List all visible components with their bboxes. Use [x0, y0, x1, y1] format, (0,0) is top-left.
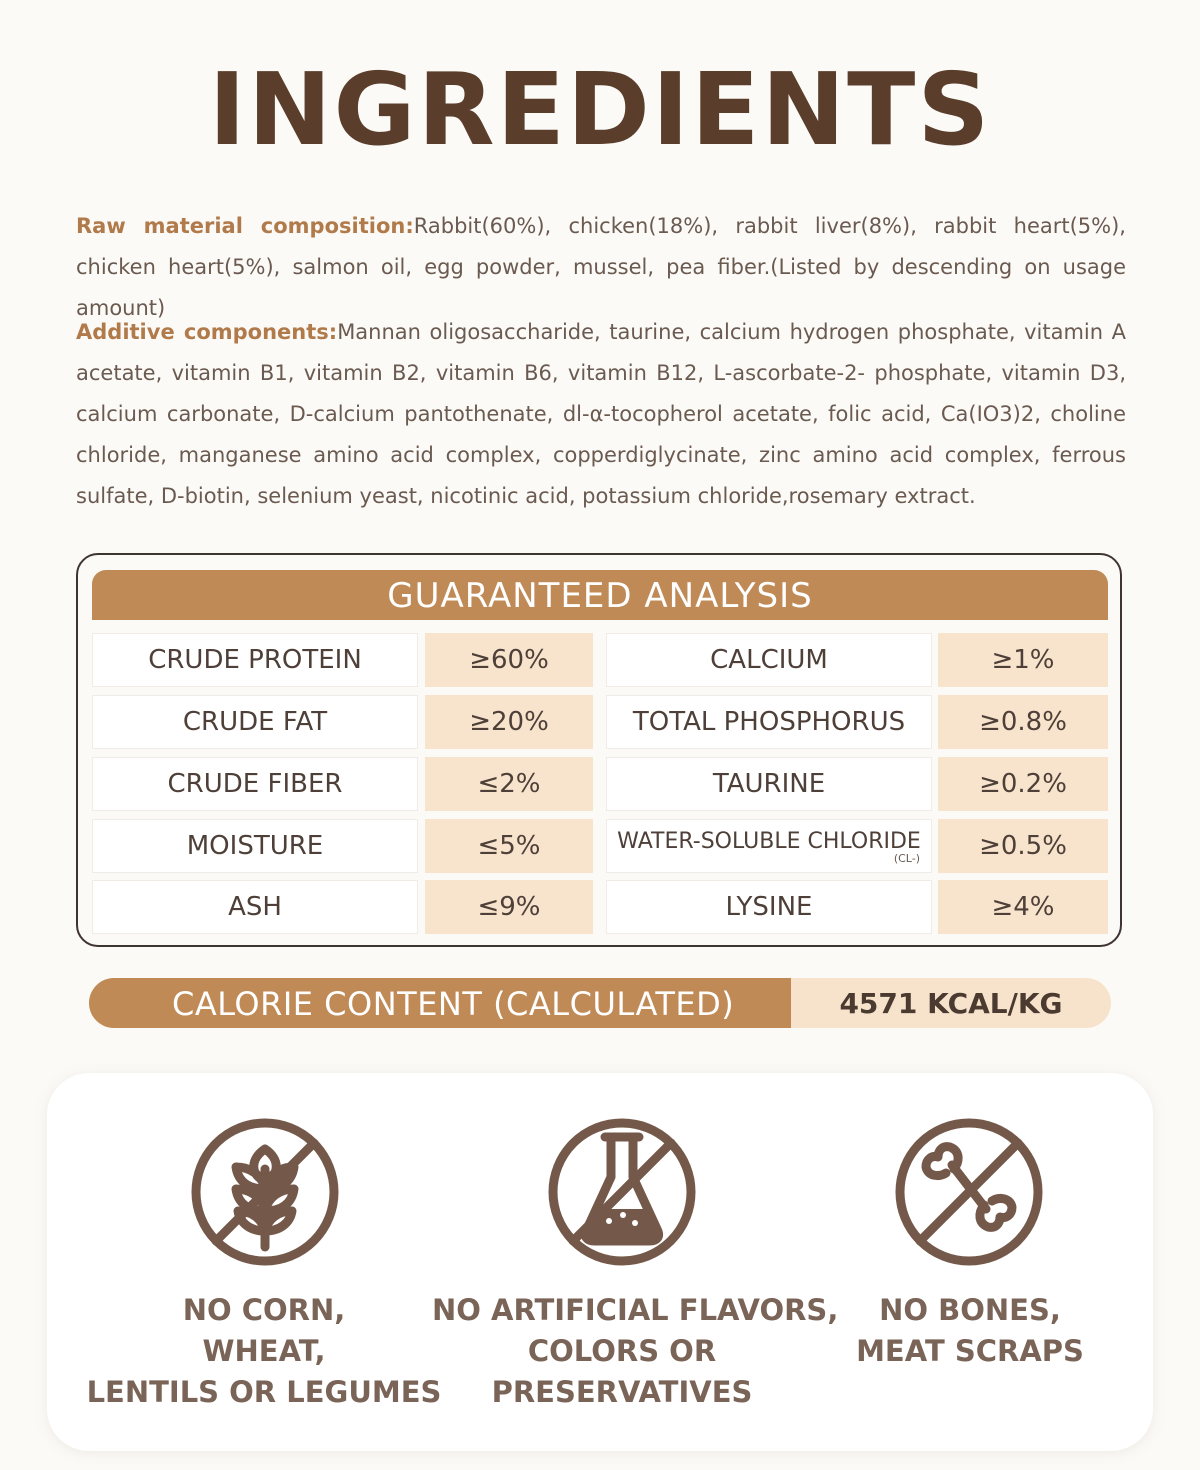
analysis-value: ≥1% — [938, 633, 1108, 687]
analysis-value: ≥0.2% — [938, 757, 1108, 811]
no-bone-icon — [894, 1117, 1044, 1267]
page-title: INGREDIENTS — [208, 51, 992, 168]
feature-line: WHEAT, — [202, 1334, 326, 1368]
analysis-value: ≥0.5% — [938, 819, 1108, 873]
feature-line: NO ARTIFICIAL FLAVORS, — [432, 1293, 839, 1327]
analysis-value: ≤2% — [425, 757, 593, 811]
analysis-row — [92, 757, 1108, 811]
analysis-name: TAURINE — [606, 757, 932, 811]
analysis-name-text: WATER-SOLUBLE CHLORIDE — [617, 829, 921, 854]
analysis-name: LYSINE — [606, 880, 932, 934]
feature-no-grain-text — [84, 1290, 444, 1413]
analysis-name: TOTAL PHOSPHORUS — [606, 695, 932, 749]
raw-material-text: Rabbit(60%), chicken(18%), rabbit liver(8%), rabbit heart(5%), chicken heart(5%), salmon oil, egg powder, mussel, pea fiber.(Listed by descending on usage amount) — [76, 214, 1126, 320]
analysis-value: ≥20% — [425, 695, 593, 749]
feature-no-bones-text — [820, 1290, 1120, 1372]
feature-line: PRESERVATIVES — [491, 1375, 753, 1409]
analysis-value: ≤5% — [425, 819, 593, 873]
analysis-name — [606, 819, 932, 873]
raw-material-paragraph — [76, 206, 1126, 329]
no-chemical-flask-icon — [547, 1117, 697, 1267]
analysis-value: ≥60% — [425, 633, 593, 687]
analysis-row — [92, 633, 1108, 687]
additive-components-label: Additive components: — [76, 320, 338, 344]
feature-line: NO BONES, — [879, 1293, 1061, 1327]
analysis-value: ≥0.8% — [938, 695, 1108, 749]
additive-components-text: Mannan oligosaccharide, taurine, calcium hydrogen phosphate, vitamin A acetate, vitamin B1, vitamin B2, vitamin B6, vitamin B12, L-ascorbate-2- phosphate, vitamin D3, calcium carbonate, D-calcium pantothenate, dl-α-tocopherol acetate, folic acid, Ca(IO3)2, choline chloride, manganese amino acid complex, copperdiglycinate, zinc amino acid complex, ferrous sulfate, D-biotin, selenium yeast, nicotinic acid, potassium chloride,rosemary extract. — [76, 320, 1126, 508]
analysis-name: CRUDE PROTEIN — [92, 633, 418, 687]
additive-components-paragraph — [76, 312, 1126, 517]
feature-line: LENTILS OR LEGUMES — [86, 1375, 442, 1409]
calorie-content-value: 4571 KCAL/KG — [839, 987, 1063, 1020]
analysis-name: CRUDE FIBER — [92, 757, 418, 811]
feature-no-artificial-text — [432, 1290, 839, 1413]
guaranteed-analysis-title: GUARANTEED ANALYSIS — [92, 570, 1108, 620]
no-grain-icon — [190, 1117, 340, 1267]
feature-line: MEAT SCRAPS — [856, 1334, 1084, 1368]
feature-line: NO CORN, — [182, 1293, 346, 1327]
analysis-name: CRUDE FAT — [92, 695, 418, 749]
analysis-value: ≤9% — [425, 880, 593, 934]
feature-line: COLORS OR — [527, 1334, 717, 1368]
analysis-name: CALCIUM — [606, 633, 932, 687]
chloride-subscript: (CL-) — [893, 852, 920, 865]
raw-material-label: Raw material composition: — [76, 214, 414, 238]
analysis-value: ≥4% — [938, 880, 1108, 934]
analysis-name: MOISTURE — [92, 819, 418, 873]
analysis-row — [92, 880, 1108, 934]
calorie-content-bar — [89, 978, 1111, 1028]
calorie-content-label: CALORIE CONTENT (CALCULATED) — [89, 978, 791, 1028]
analysis-row — [92, 819, 1108, 873]
analysis-row — [92, 695, 1108, 749]
analysis-name: ASH — [92, 880, 418, 934]
